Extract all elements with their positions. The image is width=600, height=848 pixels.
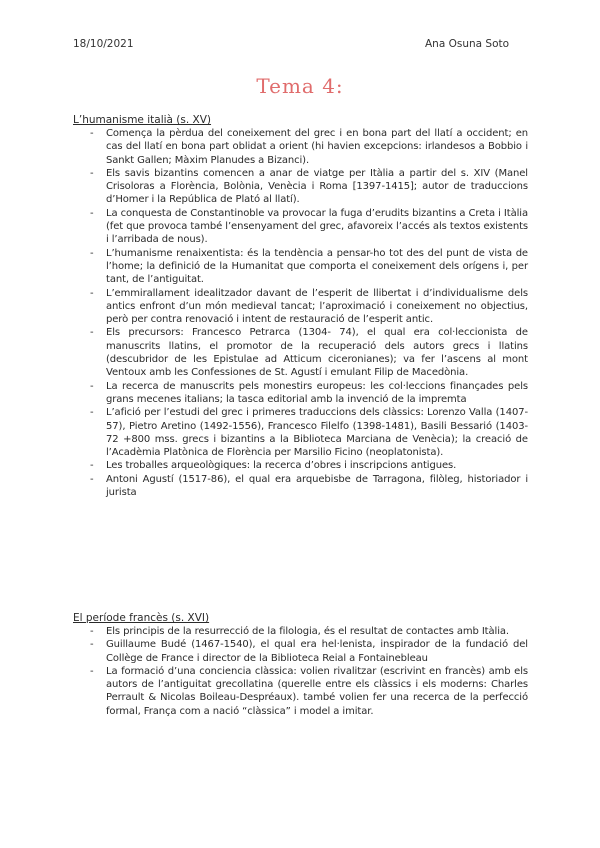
section-heading: L’humanisme italià (s. XV) — [73, 114, 212, 126]
list-item: - L’humanisme renaixentista: és la tendència a pensar-ho tot des del punt de vista de l’home; la definició de la Humanitat que comporta el coneixement dels orígens i, per tant, de l’antiguitat. — [73, 247, 528, 287]
list-item: - La conquesta de Constantinoble va provocar la fuga d’erudits bizantins a Creta i Itàlia (fet que provoca també l’ensenyament del grec, afavoreix l’accés als textos existents i l’arribada de nous). — [73, 207, 528, 247]
bullet-list — [73, 625, 528, 718]
page-title: Tema 4: — [256, 74, 344, 98]
list-item: - Les troballes arqueològiques: la recerca d’obres i inscripcions antigues. — [73, 459, 528, 472]
bullet-list — [73, 127, 528, 499]
list-item: - L’afició per l’estudi del grec i primeres traduccions dels clàssics: Lorenzo Valla (1407-57), Pietro Aretino (1492-1556), Francesco Filelfo (1398-1481), Basili Bessarió (1403-72 +800 mss. grecs i bizantins a la Biblioteca Marciana de Venècia); la creació de l’Acadèmia Platònica de Florència per Marsilio Ficino (neoplatonista). — [73, 406, 528, 459]
list-item: - Guillaume Budé (1467-1540), el qual era hel·lenista, inspirador de la fundació del Collège de France i director de la Biblioteca Reial a Fontainebleau — [73, 638, 528, 665]
header-date: 18/10/2021 — [73, 38, 134, 50]
list-item: - Antoni Agustí (1517-86), el qual era arquebisbe de Tarragona, filòleg, historiador i jurista — [73, 473, 528, 500]
section-italian-humanism — [73, 113, 528, 499]
section-french-period — [73, 611, 528, 718]
list-item: - L’emmirallament idealitzador davant de l’esperit de llibertat i d’individualisme dels antics enfront d’un món medieval tancat; l’aproximació i coneixement no objectius, però per contra renovació i intent de restauració de l’esperit antic. — [73, 287, 528, 327]
section-heading: El període francès (s. XVI) — [73, 612, 210, 624]
header-author: Ana Osuna Soto — [425, 38, 510, 50]
list-item: - Els precursors: Francesco Petrarca (1304- 74), el qual era col·leccionista de manuscrits llatins, el promotor de la recuperació dels autors grecs i llatins (descubridor de les Epistulae ad Atticum ciceronianes); va fer l’ascens al mont Ventoux amb les Confessiones de St. Agustí i emulant Filip de Macedònia. — [73, 326, 528, 379]
list-item: - La formació d’una conciencia clàssica: volien rivalitzar (escrivint en francès) amb els autors de l’antiguitat grecollatina (querelle entre els clàssics i els moderns: Charles Perrault & Nicolas Boileau-Despréaux). també volien fer una recerca de la perfecció formal, França com a nació “clàssica” i model a imitar. — [73, 665, 528, 718]
list-item: - Comença la pèrdua del coneixement del grec i en bona part del llatí a occident; en cas del llatí en bona part oblidat a orient (hi havien excepcions: irlandesos a Bobbio i Sankt Gallen; Màxim Planudes a Bizanci). — [73, 127, 528, 167]
list-item: - La recerca de manuscrits pels monestirs europeus: les col·leccions finançades pels grans mecenes italians; la tasca editorial amb la invenció de la impremta — [73, 380, 528, 407]
list-item: - Els principis de la resurrecció de la filologia, és el resultat de contactes amb Itàlia. — [73, 625, 528, 638]
list-item: - Els savis bizantins comencen a anar de viatge per Itàlia a partir del s. XIV (Manel Crisoloras a Florència, Bolònia, Venècia i Roma [1397-1415]; autor de traduccions d’Homer i la República de Plató al llatí). — [73, 167, 528, 207]
